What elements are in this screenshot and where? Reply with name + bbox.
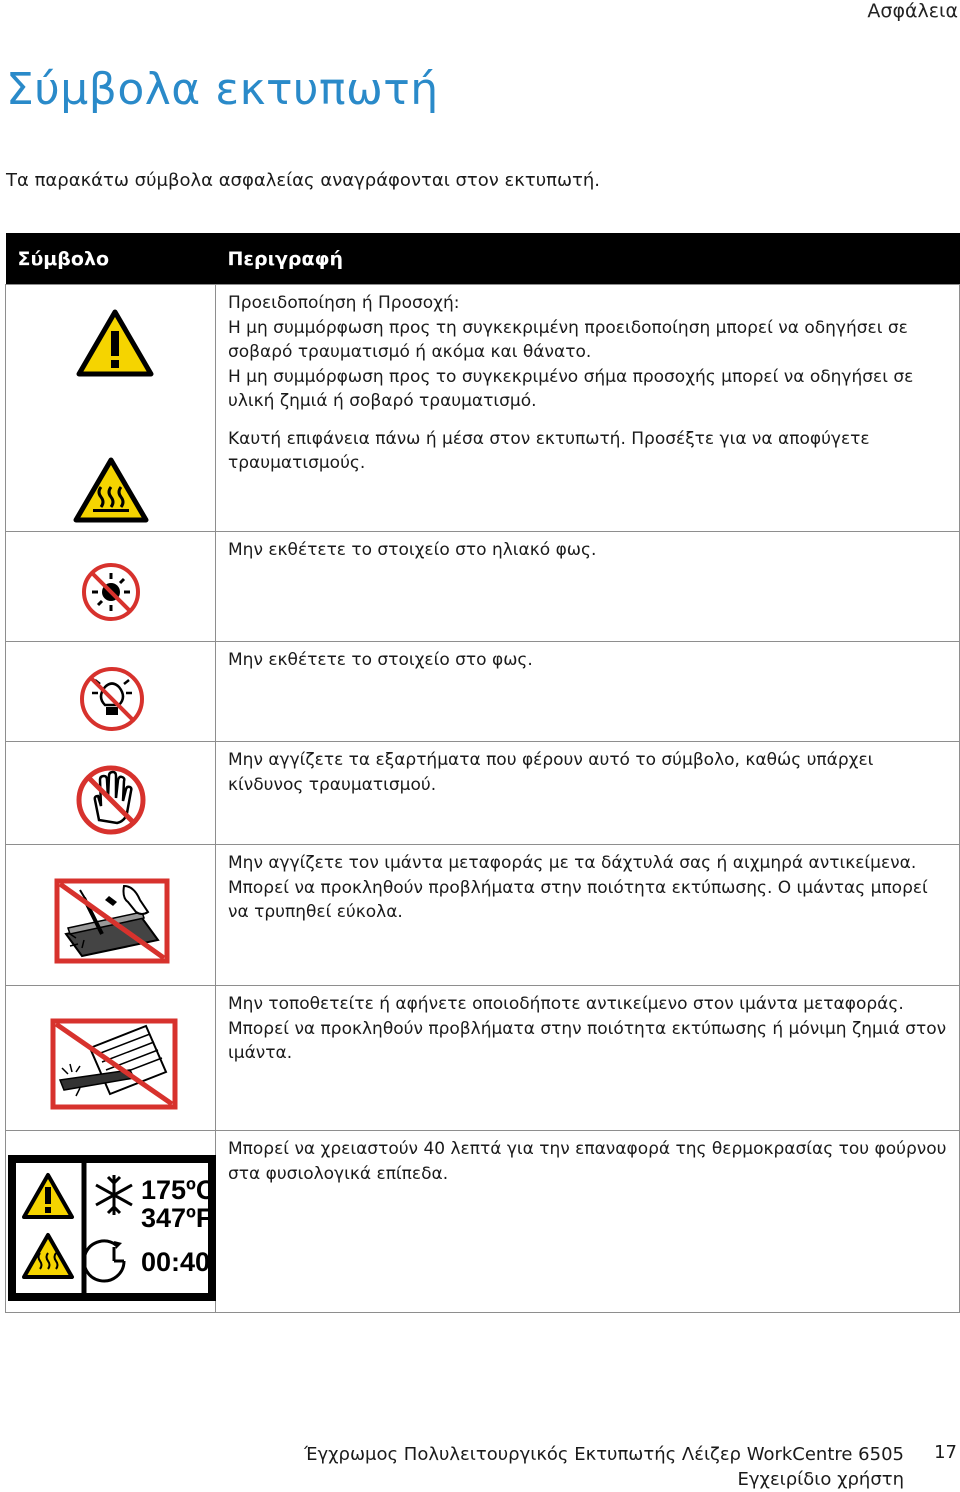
symbol-cell xyxy=(6,742,216,845)
footer-doc: Εγχειρίδιο χρήστη xyxy=(737,1469,904,1490)
table-row xyxy=(6,1131,960,1313)
page-title: Σύμβολα εκτυπωτή xyxy=(6,64,439,115)
symbol-cell xyxy=(6,532,216,642)
no-light-icon xyxy=(78,665,146,733)
description-line: Προειδοποίηση ή Προσοχή: xyxy=(228,293,460,313)
table-row xyxy=(6,532,960,642)
description-cell xyxy=(216,742,960,845)
description-line: Μπορεί να χρειαστούν 40 λεπτά για την επαναφορά της θερμοκρασίας του φούρνου στα φυσιολογικά επίπεδα. xyxy=(228,1139,947,1184)
description-line: Μην αγγίζετε τα εξαρτήματα που φέρουν αυτό το σύμβολο, καθώς υπάρχει κίνδυνος τραυματισμού. xyxy=(228,750,874,795)
description-line: Η μη συμμόρφωση προς τη συγκεκριμένη προειδοποίηση μπορεί να οδηγήσει σε σοβαρό τραυματισμό ή ακόμα και θάνατο. xyxy=(228,317,908,362)
symbol-cell xyxy=(6,642,216,742)
table-row xyxy=(6,845,960,986)
symbol-cell xyxy=(6,1131,216,1313)
warning-icon xyxy=(76,309,154,377)
no-touch-belt-icon xyxy=(54,878,170,964)
description-line: Μπορεί να προκληθούν προβλήματα στην ποιότητα εκτύπωσης. Ο ιμάντας μπορεί να τρυπηθεί εύκολα. xyxy=(228,877,928,922)
section-label: Ασφάλεια xyxy=(867,0,958,22)
description-cell xyxy=(216,532,960,642)
description-cell xyxy=(216,642,960,742)
symbol-cell xyxy=(6,285,216,532)
cooldown-time: 00:40 xyxy=(141,1247,211,1277)
description-line: Μην τοποθετείτε ή αφήνετε οποιοδήποτε αντικείμενο στον ιμάντα μεταφοράς. xyxy=(228,994,904,1014)
description-cell xyxy=(216,986,960,1131)
column-header-description: Περιγραφή xyxy=(216,233,960,285)
description-line: Μπορεί να προκληθούν προβλήματα στην ποιότητα εκτύπωσης ή μόνιμη ζημιά στον ιμάντα. xyxy=(228,1018,947,1063)
page-number: 17 xyxy=(934,1442,957,1463)
hot-surface-icon xyxy=(73,457,149,523)
fuser-temp-fahrenheit: 347ºF xyxy=(141,1203,213,1233)
description-line: Η μη συμμόρφωση προς το συγκεκριμένο σήμα προσοχής μπορεί να οδηγήσει σε υλική ζημιά ή σοβαρό τραυματισμό. xyxy=(228,366,914,411)
table-row xyxy=(6,642,960,742)
description-cell xyxy=(216,845,960,986)
description-cell xyxy=(216,285,960,532)
fuser-temp-celsius: 175ºC xyxy=(141,1175,216,1205)
description-line: Μην αγγίζετε τον ιμάντα μεταφοράς με τα δάχτυλά σας ή αιχμηρά αντικείμενα. xyxy=(228,853,917,873)
symbols-table xyxy=(5,233,960,1313)
description-line: Καυτή επιφάνεια πάνω ή μέσα στον εκτυπωτή. Προσέξτε για να αποφύγετε τραυματισμούς. xyxy=(228,428,870,473)
footer-product: Έγχρωμος Πολυλειτουργικός Εκτυπωτής Λέιζερ WorkCentre 6505 xyxy=(304,1444,904,1465)
no-objects-on-belt-icon xyxy=(50,1018,178,1110)
table-row xyxy=(6,742,960,845)
table-row xyxy=(6,285,960,532)
symbol-cell xyxy=(6,986,216,1131)
no-touch-icon xyxy=(75,764,147,836)
description-cell xyxy=(216,1131,960,1313)
description-line: Μην εκθέτετε το στοιχείο στο φως. xyxy=(228,650,533,670)
fuser-cooldown-label-icon xyxy=(6,1153,218,1303)
intro-text: Τα παρακάτω σύμβολα ασφαλείας αναγράφονται στον εκτυπωτή. xyxy=(6,170,601,191)
table-header-row xyxy=(6,233,960,285)
table-row xyxy=(6,986,960,1131)
description-line: Μην εκθέτετε το στοιχείο στο ηλιακό φως. xyxy=(228,540,597,560)
no-sunlight-icon xyxy=(80,561,142,623)
column-header-symbol: Σύμβολο xyxy=(6,233,216,285)
symbol-cell xyxy=(6,845,216,986)
footer-title xyxy=(304,1442,904,1492)
